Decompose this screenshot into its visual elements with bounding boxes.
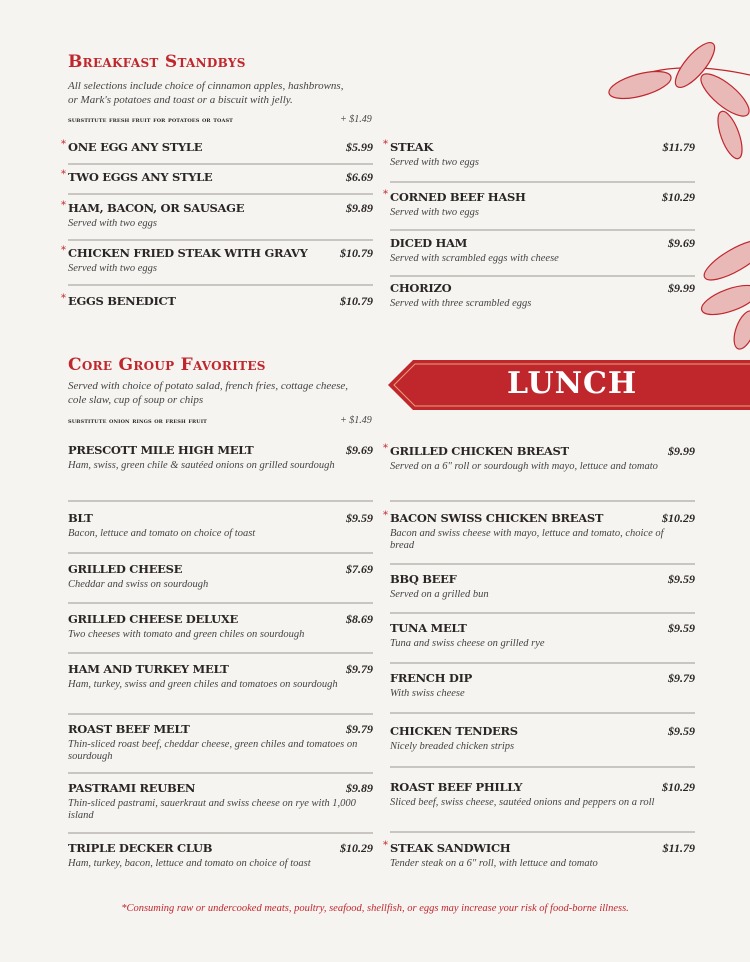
item-name: CHICKEN FRIED STEAK WITH GRAVY xyxy=(68,246,308,260)
item-price: $10.79 xyxy=(340,294,373,308)
item-price: $5.99 xyxy=(346,140,373,154)
raw-food-asterisk-icon: * xyxy=(61,169,66,180)
item-name: CHORIZO xyxy=(390,281,452,295)
item-name: BLT xyxy=(68,511,93,525)
menu-item xyxy=(68,781,373,822)
item-price: $9.59 xyxy=(668,572,695,586)
menu-item xyxy=(390,572,695,601)
divider xyxy=(390,662,695,664)
core-substitute-price: + $1.49 xyxy=(340,415,372,426)
menu-item xyxy=(68,511,373,540)
raw-food-asterisk-icon: * xyxy=(383,510,388,521)
raw-food-asterisk-icon: * xyxy=(61,200,66,211)
item-description: Tender steak on a 6" roll, with lettuce and tomato xyxy=(390,858,598,869)
menu-item xyxy=(390,236,695,265)
divider xyxy=(68,284,373,286)
menu-item xyxy=(383,139,695,169)
item-price: $9.59 xyxy=(668,724,695,738)
item-price: $9.69 xyxy=(346,443,373,457)
item-price: $7.69 xyxy=(346,562,373,576)
core-title: Core Group Favorites xyxy=(68,355,266,375)
item-price: $10.29 xyxy=(662,190,695,204)
menu-item xyxy=(61,293,373,308)
core-substitute: substitute onion rings or fresh fruit xyxy=(68,416,207,425)
item-description: Two cheeses with tomato and green chiles on sourdough xyxy=(68,629,305,640)
divider xyxy=(390,563,695,565)
menu-item xyxy=(383,840,695,870)
item-name: STEAK SANDWICH xyxy=(390,841,511,855)
divider xyxy=(68,713,373,715)
menu-item xyxy=(390,281,695,310)
item-price: $9.89 xyxy=(346,201,373,215)
divider xyxy=(390,500,695,502)
item-description: Served with two eggs xyxy=(68,263,157,274)
item-price: $8.69 xyxy=(346,612,373,626)
item-description: Ham, turkey, swiss and green chiles and tomatoes on sourdough xyxy=(68,679,338,690)
item-description: Thin-sliced pastrami, sauerkraut and swiss cheese on rye with 1,000 island xyxy=(68,798,356,821)
raw-food-asterisk-icon: * xyxy=(61,139,66,150)
menu-item xyxy=(390,780,695,809)
item-description: Thin-sliced roast beef, cheddar cheese, green chiles and tomatoes on sourdough xyxy=(68,739,358,762)
item-price: $9.79 xyxy=(346,662,373,676)
item-price: $11.79 xyxy=(662,140,695,154)
menu-item xyxy=(68,562,373,591)
item-name: CORNED BEEF HASH xyxy=(390,190,526,204)
divider xyxy=(390,181,695,183)
item-description: Ham, swiss, green chile & sautéed onions on grilled sourdough xyxy=(68,460,335,471)
item-description: Served with two eggs xyxy=(68,218,157,229)
item-name: BACON SWISS CHICKEN BREAST xyxy=(390,511,604,525)
divider xyxy=(68,602,373,604)
menu-item xyxy=(68,662,373,691)
item-description: Served on a 6" roll or sourdough with mayo, lettuce and tomato xyxy=(390,461,658,472)
item-description: Sliced beef, swiss cheese, sautéed onions and peppers on a roll xyxy=(390,797,655,808)
item-price: $10.29 xyxy=(662,511,695,525)
item-description: With swiss cheese xyxy=(390,688,465,699)
menu-item xyxy=(390,671,695,700)
divider xyxy=(68,552,373,554)
item-name: PASTRAMI REUBEN xyxy=(68,781,196,795)
item-price: $6.69 xyxy=(346,170,373,184)
item-description: Cheddar and swiss on sourdough xyxy=(68,579,209,590)
item-name: GRILLED CHICKEN BREAST xyxy=(390,444,569,458)
item-name: BBQ BEEF xyxy=(390,572,457,586)
menu-item xyxy=(383,189,695,219)
item-description: Served with two eggs xyxy=(390,157,479,168)
item-name: FRENCH DIP xyxy=(390,671,473,685)
item-name: ROAST BEEF PHILLY xyxy=(390,780,523,794)
breakfast-substitute-price: + $1.49 xyxy=(340,114,372,125)
item-description: Served with two eggs xyxy=(390,207,479,218)
breakfast-desc-1: All selections include choice of cinnamon apples, hashbrowns, xyxy=(68,80,344,92)
menu-item xyxy=(68,722,373,763)
core-desc-2: cole slaw, cup of soup or chips xyxy=(68,394,204,406)
divider xyxy=(68,772,373,774)
item-price: $9.59 xyxy=(668,621,695,635)
breakfast-desc-2: or Mark's potatoes and toast or a biscuit with jelly. xyxy=(68,94,293,106)
menu-item xyxy=(68,612,373,641)
item-name: GRILLED CHEESE DELUXE xyxy=(68,612,238,626)
divider xyxy=(68,500,373,502)
divider xyxy=(68,193,373,195)
item-description: Served on a grilled bun xyxy=(390,589,489,600)
item-price: $9.69 xyxy=(668,236,695,250)
menu-item xyxy=(383,510,695,552)
item-name: PRESCOTT MILE HIGH MELT xyxy=(68,443,254,457)
menu-item xyxy=(68,443,373,472)
item-price: $9.89 xyxy=(346,781,373,795)
breakfast-substitute: substitute fresh fruit for potatoes or toast xyxy=(68,115,234,124)
raw-food-asterisk-icon: * xyxy=(383,443,388,454)
menu-item xyxy=(383,443,695,473)
item-name: CHICKEN TENDERS xyxy=(390,724,518,738)
menu-item xyxy=(61,200,373,230)
core-desc-1: Served with choice of potato salad, french fries, cottage cheese, xyxy=(68,380,349,392)
raw-food-asterisk-icon: * xyxy=(383,189,388,200)
item-description: Served with three scrambled eggs xyxy=(390,298,532,309)
item-price: $11.79 xyxy=(662,841,695,855)
item-name: ONE EGG ANY STYLE xyxy=(68,140,203,154)
item-name: TRIPLE DECKER CLUB xyxy=(68,841,213,855)
item-name: ROAST BEEF MELT xyxy=(68,722,190,736)
divider xyxy=(68,239,373,241)
item-price: $9.99 xyxy=(668,444,695,458)
item-name: GRILLED CHEESE xyxy=(68,562,183,576)
menu-item xyxy=(61,139,373,154)
menu-item xyxy=(61,245,373,275)
item-name: DICED HAM xyxy=(390,236,468,250)
divider xyxy=(68,163,373,165)
divider xyxy=(390,275,695,277)
item-description: Nicely breaded chicken strips xyxy=(390,741,515,752)
item-description: Bacon, lettuce and tomato on choice of toast xyxy=(68,528,256,539)
divider xyxy=(68,832,373,834)
item-description: Served with scrambled eggs with cheese xyxy=(390,253,559,264)
item-price: $9.99 xyxy=(668,281,695,295)
item-price: $10.79 xyxy=(340,246,373,260)
menu-item xyxy=(68,841,373,870)
item-name: STEAK xyxy=(390,140,434,154)
item-description: Bacon and swiss cheese with mayo, lettuce and tomato, choice of bread xyxy=(390,528,664,551)
item-price: $9.79 xyxy=(668,671,695,685)
item-name: TUNA MELT xyxy=(390,621,467,635)
menu-item xyxy=(61,169,373,184)
menu-item xyxy=(390,724,695,753)
raw-food-asterisk-icon: * xyxy=(61,293,66,304)
item-description: Tuna and swiss cheese on grilled rye xyxy=(390,638,545,649)
item-price: $10.29 xyxy=(662,780,695,794)
item-name: EGGS BENEDICT xyxy=(68,294,176,308)
item-name: TWO EGGS ANY STYLE xyxy=(68,170,213,184)
divider xyxy=(390,712,695,714)
menu-item xyxy=(390,621,695,650)
item-name: HAM, BACON, OR SAUSAGE xyxy=(68,201,245,215)
item-name: HAM AND TURKEY MELT xyxy=(68,662,229,676)
divider xyxy=(390,229,695,231)
item-price: $9.79 xyxy=(346,722,373,736)
breakfast-title: Breakfast Standbys xyxy=(68,52,246,72)
item-price: $10.29 xyxy=(340,841,373,855)
divider xyxy=(390,612,695,614)
divider xyxy=(390,766,695,768)
divider xyxy=(390,831,695,833)
raw-food-asterisk-icon: * xyxy=(383,840,388,851)
raw-food-asterisk-icon: * xyxy=(61,245,66,256)
item-price: $9.59 xyxy=(346,511,373,525)
divider xyxy=(68,652,373,654)
raw-food-asterisk-icon: * xyxy=(383,139,388,150)
item-description: Ham, turkey, bacon, lettuce and tomato on choice of toast xyxy=(68,858,311,869)
food-safety-notice: *Consuming raw or undercooked meats, poultry, seafood, shellfish, or eggs may increase your risk of food-borne illness. xyxy=(121,903,629,914)
lunch-title: LUNCH xyxy=(507,366,638,401)
